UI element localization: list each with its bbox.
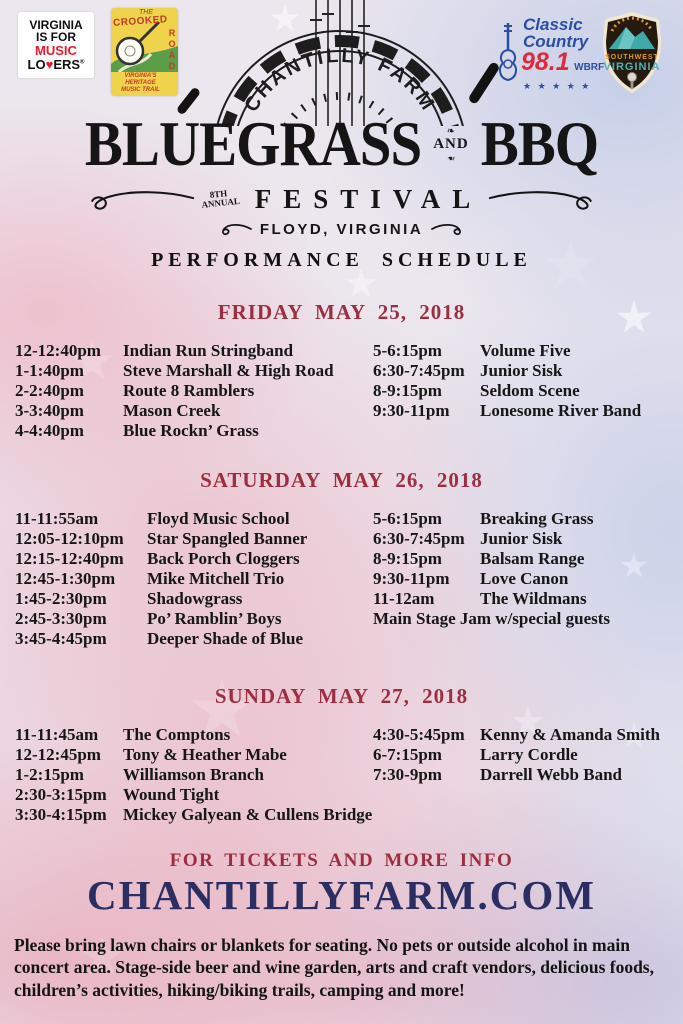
band-name: Mickey Galyean & Cullens Bridge bbox=[123, 804, 373, 824]
band-name: The Comptons bbox=[123, 724, 231, 744]
schedule-row bbox=[373, 549, 610, 569]
schedule-row bbox=[15, 401, 334, 421]
band-name: Indian Run Stringband bbox=[123, 340, 294, 360]
annual-label: 8TH ANNUAL bbox=[200, 188, 241, 210]
logo-text: ROAD bbox=[167, 28, 177, 72]
schedule-row bbox=[15, 609, 307, 629]
band-name: Route 8 Ramblers bbox=[123, 380, 255, 400]
schedule-row bbox=[15, 381, 334, 401]
logo-text: VIRGINIA bbox=[29, 17, 83, 32]
time-slot: 11-12am bbox=[373, 588, 435, 608]
time-slot: 1:45-2:30pm bbox=[15, 588, 107, 608]
band-name: Tony & Heather Mabe bbox=[123, 744, 287, 764]
time-slot: 3:45-4:45pm bbox=[15, 628, 107, 648]
performance-schedule-heading: PERFORMANCE SCHEDULE bbox=[151, 249, 532, 271]
schedule-row bbox=[15, 361, 334, 381]
time-slot: 2:45-3:30pm bbox=[15, 608, 107, 628]
masthead bbox=[0, 106, 683, 238]
day-heading: SUNDAY MAY 27, 2018 bbox=[214, 684, 469, 709]
schedule-row bbox=[15, 725, 372, 745]
virginia-music-lovers-logo bbox=[18, 12, 94, 78]
heart-icon: ♥ bbox=[45, 56, 54, 72]
logo-text: Country bbox=[523, 32, 589, 51]
title-and-block bbox=[433, 127, 469, 162]
schedule-row bbox=[15, 509, 307, 529]
logo-text: CROOKED bbox=[112, 14, 168, 29]
time-slot: 9:30-11pm bbox=[373, 400, 450, 420]
time-slot: 3:30-4:15pm bbox=[15, 804, 107, 824]
day-schedule bbox=[0, 725, 683, 825]
day-section-saturday bbox=[0, 452, 683, 649]
time-slot: 11-11:55am bbox=[15, 508, 99, 528]
title-word-bbq: BBQ bbox=[480, 108, 599, 180]
crooked-road-logo bbox=[111, 8, 178, 96]
schedule-row bbox=[373, 509, 610, 529]
time-slot: 9:30-11pm bbox=[373, 568, 450, 588]
time-slot: 12:15-12:40pm bbox=[15, 548, 124, 568]
logo-text: SOUTHWEST bbox=[605, 54, 659, 61]
time-slot: 4-4:40pm bbox=[15, 420, 84, 440]
band-name: Darrell Webb Band bbox=[480, 764, 623, 784]
band-name: Lonesome River Band bbox=[480, 400, 642, 420]
time-slot: 12-12:40pm bbox=[15, 340, 101, 360]
frequency: 98.1 WBRF bbox=[521, 48, 605, 76]
schedule-column-left bbox=[15, 725, 372, 825]
schedule-row bbox=[373, 569, 610, 589]
leaf-ornament-icon: ❧ bbox=[446, 151, 456, 163]
schedule-row bbox=[15, 549, 307, 569]
guitar-icon bbox=[497, 22, 521, 84]
day-section-sunday bbox=[0, 668, 683, 825]
schedule-column-right bbox=[373, 509, 610, 629]
classic-country-radio-logo bbox=[497, 15, 605, 91]
location-row bbox=[0, 220, 683, 238]
tickets-info-heading: FOR TICKETS AND MORE INFO bbox=[169, 850, 514, 871]
schedule-row bbox=[373, 609, 610, 629]
time-slot: 12-12:45pm bbox=[15, 744, 101, 764]
schedule-row bbox=[373, 401, 641, 421]
time-slot: 11-11:45am bbox=[15, 724, 99, 744]
band-name: Back Porch Cloggers bbox=[147, 548, 300, 568]
time-slot: 12:45-1:30pm bbox=[15, 568, 116, 588]
day-schedule bbox=[0, 509, 683, 649]
schedule-column-right bbox=[373, 341, 641, 421]
logo-text: Classic bbox=[523, 15, 583, 34]
time-slot: 8-9:15pm bbox=[373, 380, 442, 400]
schedule-row bbox=[15, 629, 307, 649]
schedule-column-left bbox=[15, 341, 334, 441]
schedule-row bbox=[373, 361, 641, 381]
day-section-friday bbox=[0, 284, 683, 441]
band-name: Volume Five bbox=[480, 340, 571, 360]
schedule-column-left bbox=[15, 509, 307, 649]
band-name: Shadowgrass bbox=[147, 588, 243, 608]
band-name: Main Stage Jam w/special guests bbox=[373, 608, 611, 628]
flourish-icon bbox=[488, 186, 600, 212]
schedule-row bbox=[15, 569, 307, 589]
schedule-row bbox=[373, 341, 641, 361]
time-slot: 5-6:15pm bbox=[373, 340, 442, 360]
time-slot: 6:30-7:45pm bbox=[373, 528, 465, 548]
schedule-row bbox=[373, 589, 610, 609]
logo-tagline: VIRGINIA’S HERITAGE MUSIC TRAIL bbox=[121, 73, 160, 94]
band-name: Junior Sisk bbox=[480, 360, 563, 380]
schedule-row bbox=[373, 745, 660, 765]
registered-mark: ® bbox=[80, 59, 85, 66]
band-name: Star Spangled Banner bbox=[147, 528, 308, 548]
schedule-row bbox=[15, 529, 307, 549]
band-name: Mason Creek bbox=[123, 400, 221, 420]
title-word-bluegrass: BLUEGRASS bbox=[84, 108, 422, 180]
band-name: Balsam Range bbox=[480, 548, 585, 568]
band-name: Blue Rockn’ Grass bbox=[123, 420, 259, 440]
schedule-row bbox=[15, 421, 334, 441]
leaf-ornament-icon: ❧ bbox=[446, 125, 456, 137]
time-slot: 6-7:15pm bbox=[373, 744, 442, 764]
time-slot: 1-2:15pm bbox=[15, 764, 84, 784]
curl-ornament-icon bbox=[218, 221, 252, 237]
farm-name: CHANTILLY FARM bbox=[240, 44, 440, 116]
footer-note: Please bring lawn chairs or blankets for seating. No pets or outside alcohol in main concert area. Stage-side beer and wine garden, arts and craft vendors, delicious foods, children’s activities, hiking/biking trails, camping and more! bbox=[14, 935, 654, 1000]
band-name: Po’ Ramblin’ Boys bbox=[147, 608, 282, 628]
time-slot: 7:30-9pm bbox=[373, 764, 442, 784]
band-name: Seldom Scene bbox=[480, 380, 580, 400]
band-name: Wound Tight bbox=[123, 784, 220, 804]
schedule-row bbox=[15, 745, 372, 765]
curl-ornament-icon bbox=[431, 221, 465, 237]
time-slot: 2:30-3:15pm bbox=[15, 784, 107, 804]
location-text: FLOYD, VIRGINIA bbox=[259, 220, 424, 238]
band-name: Kenny & Amanda Smith bbox=[480, 724, 660, 744]
title-word-and: AND bbox=[433, 135, 469, 152]
festival-title bbox=[0, 106, 683, 182]
schedule-row bbox=[15, 765, 372, 785]
logo-text: VIRGINIA bbox=[603, 61, 661, 73]
band-name: Mike Mitchell Trio bbox=[147, 568, 285, 588]
rating-stars-icon: ★ ★ ★ ★ ★ bbox=[523, 81, 592, 91]
schedule-row bbox=[15, 589, 307, 609]
day-heading: SATURDAY MAY 26, 2018 bbox=[200, 468, 483, 493]
schedule-row bbox=[15, 785, 372, 805]
schedule-row bbox=[373, 765, 660, 785]
time-slot: 12:05-12:10pm bbox=[15, 528, 124, 548]
band-name: Love Canon bbox=[480, 568, 569, 588]
logo-text: LO♥ERS® bbox=[27, 56, 85, 72]
schedule-row bbox=[373, 725, 660, 745]
time-slot: 2-2:40pm bbox=[15, 380, 84, 400]
time-slot: 6:30-7:45pm bbox=[373, 360, 465, 380]
band-name: Floyd Music School bbox=[147, 508, 290, 528]
band-name: Deeper Shade of Blue bbox=[147, 628, 303, 648]
band-name: Larry Cordle bbox=[480, 744, 578, 764]
day-heading: FRIDAY MAY 25, 2018 bbox=[217, 300, 466, 325]
time-slot: 8-9:15pm bbox=[373, 548, 442, 568]
time-slot: 5-6:15pm bbox=[373, 508, 442, 528]
festival-word: FESTIVAL bbox=[254, 183, 483, 214]
schedule-row bbox=[373, 381, 641, 401]
schedule-column-right bbox=[373, 725, 660, 785]
southwest-virginia-badge bbox=[600, 11, 664, 95]
logo-text: MUSIC bbox=[35, 42, 77, 58]
logo-text: IS FOR bbox=[35, 30, 76, 45]
schedule-row bbox=[373, 529, 610, 549]
day-schedule bbox=[0, 341, 683, 441]
time-slot: 1-1:40pm bbox=[15, 360, 84, 380]
schedule-row bbox=[15, 341, 334, 361]
band-name: Steve Marshall & High Road bbox=[123, 360, 334, 380]
band-name: Williamson Branch bbox=[123, 764, 264, 784]
time-slot: 3-3:40pm bbox=[15, 400, 84, 420]
schedule-row bbox=[15, 805, 372, 825]
time-slot: 4:30-5:45pm bbox=[373, 724, 465, 744]
band-name: Breaking Grass bbox=[480, 508, 594, 528]
logo-text: THE bbox=[139, 9, 153, 16]
band-name: Junior Sisk bbox=[480, 528, 563, 548]
website-url: CHANTILLYFARM.COM bbox=[87, 872, 596, 918]
flourish-icon bbox=[83, 186, 195, 212]
festival-row bbox=[0, 184, 683, 214]
band-name: The Wildmans bbox=[480, 588, 587, 608]
